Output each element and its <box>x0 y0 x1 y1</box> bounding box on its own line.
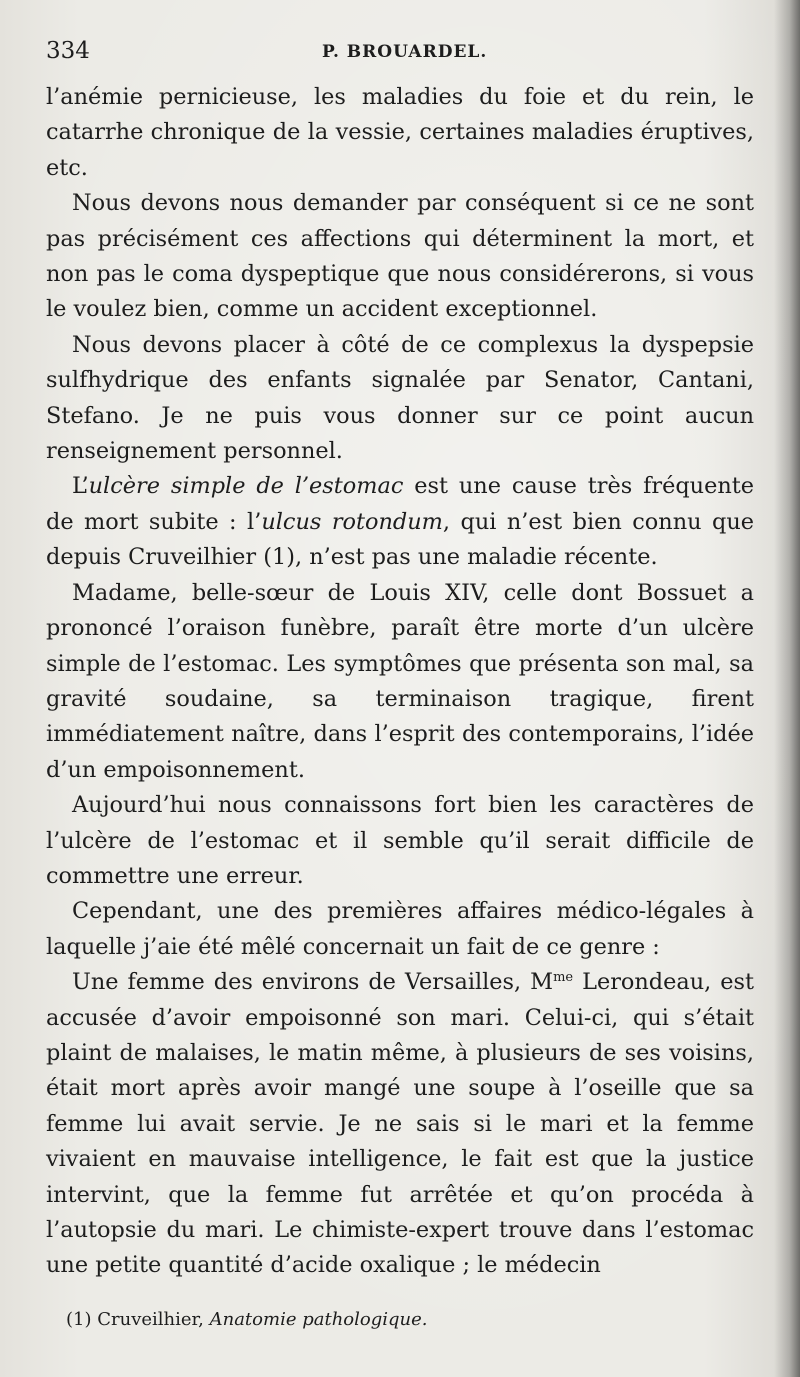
running-head: P. BROUARDEL. <box>322 42 488 62</box>
paragraph-7: Cependant, une des premières affaires médico-légales à laquelle j’aie été mêlé concernait un fait de ce genre : <box>46 898 754 960</box>
paragraph-4-italic-title: ulcère simple de l’estomac <box>88 473 404 500</box>
paragraph-4-pre: L’ <box>72 473 89 500</box>
body-text <box>46 80 754 1284</box>
paragraph-4-post: , qui n’est bien connu que depuis Cruveilhier (1), n’est pas une maladie récente. <box>46 508 755 571</box>
paragraph-2: Nous devons nous demander par conséquent si ce ne sont pas précisément ces affections qui déterminent la mort, et non pas le coma dyspeptique que nous considérerons, si vous le voulez bien, comme un accident exceptionnel. <box>46 190 754 323</box>
paragraph-4-italic-latin: ulcus rotondum <box>261 508 443 535</box>
paragraph-8-superscript: me <box>553 970 574 986</box>
paragraph-4-mid: est une cause très fréquente de mort subite : l’ <box>46 473 755 535</box>
paragraph-3: Nous devons placer à côté de ce complexus la dyspepsie sulfhydrique des enfants signalée par Senator, Cantani, Stefano. Je ne puis vous donner sur ce point aucun renseignement personnel. <box>46 331 754 465</box>
page-number: 334 <box>46 38 90 64</box>
footnote-title: Anatomie pathologique. <box>209 1309 428 1330</box>
page-header <box>46 38 754 68</box>
paragraph-1: l’anémie pernicieuse, les maladies du foie et du rein, le catarrhe chronique de la vessie, certaines maladies éruptives, etc. <box>46 84 754 181</box>
paragraph-5: Madame, belle-sœur de Louis XIV, celle dont Bossuet a prononcé l’oraison funèbre, paraît être morte d’un ulcère simple de l’estomac. Les symptômes que présenta son mal, sa gravité soudaine, sa terminaison tragique, firent immédiatement naître, dans l’esprit des contemporains, l’idée d’un empoisonnement. <box>46 579 754 783</box>
footnote-marker: (1) Cruveilhier, <box>66 1309 210 1330</box>
footnote <box>66 1308 746 1332</box>
page-gutter-shadow <box>774 0 800 1377</box>
paragraph-8-pre: Une femme des environs de Versailles, M <box>72 969 554 996</box>
paragraph-6: Aujourd’hui nous connaissons fort bien les caractères de l’ulcère de l’estomac et il semble qu’il serait difficile de commettre une erreur. <box>46 792 754 889</box>
paragraph-8 <box>46 965 754 1284</box>
paragraph-4 <box>46 469 754 575</box>
paragraph-8-post: Lerondeau, est accusée d’avoir empoisonné son mari. Celui-ci, qui s’était plaint de malaises, le matin même, à plusieurs de ses voisins, était mort après avoir mangé une soupe à l’oseille que sa femme lui avait servie. Je ne sais si le mari et la femme vivaient en mauvaise intelligence, le fait est que la justice intervint, que la femme fut arrêtée et qu’on procéda à l’autopsie du mari. Le chimiste-expert trouve dans l’estomac une petite quantité d’acide oxalique ; le médecin <box>46 969 754 1279</box>
